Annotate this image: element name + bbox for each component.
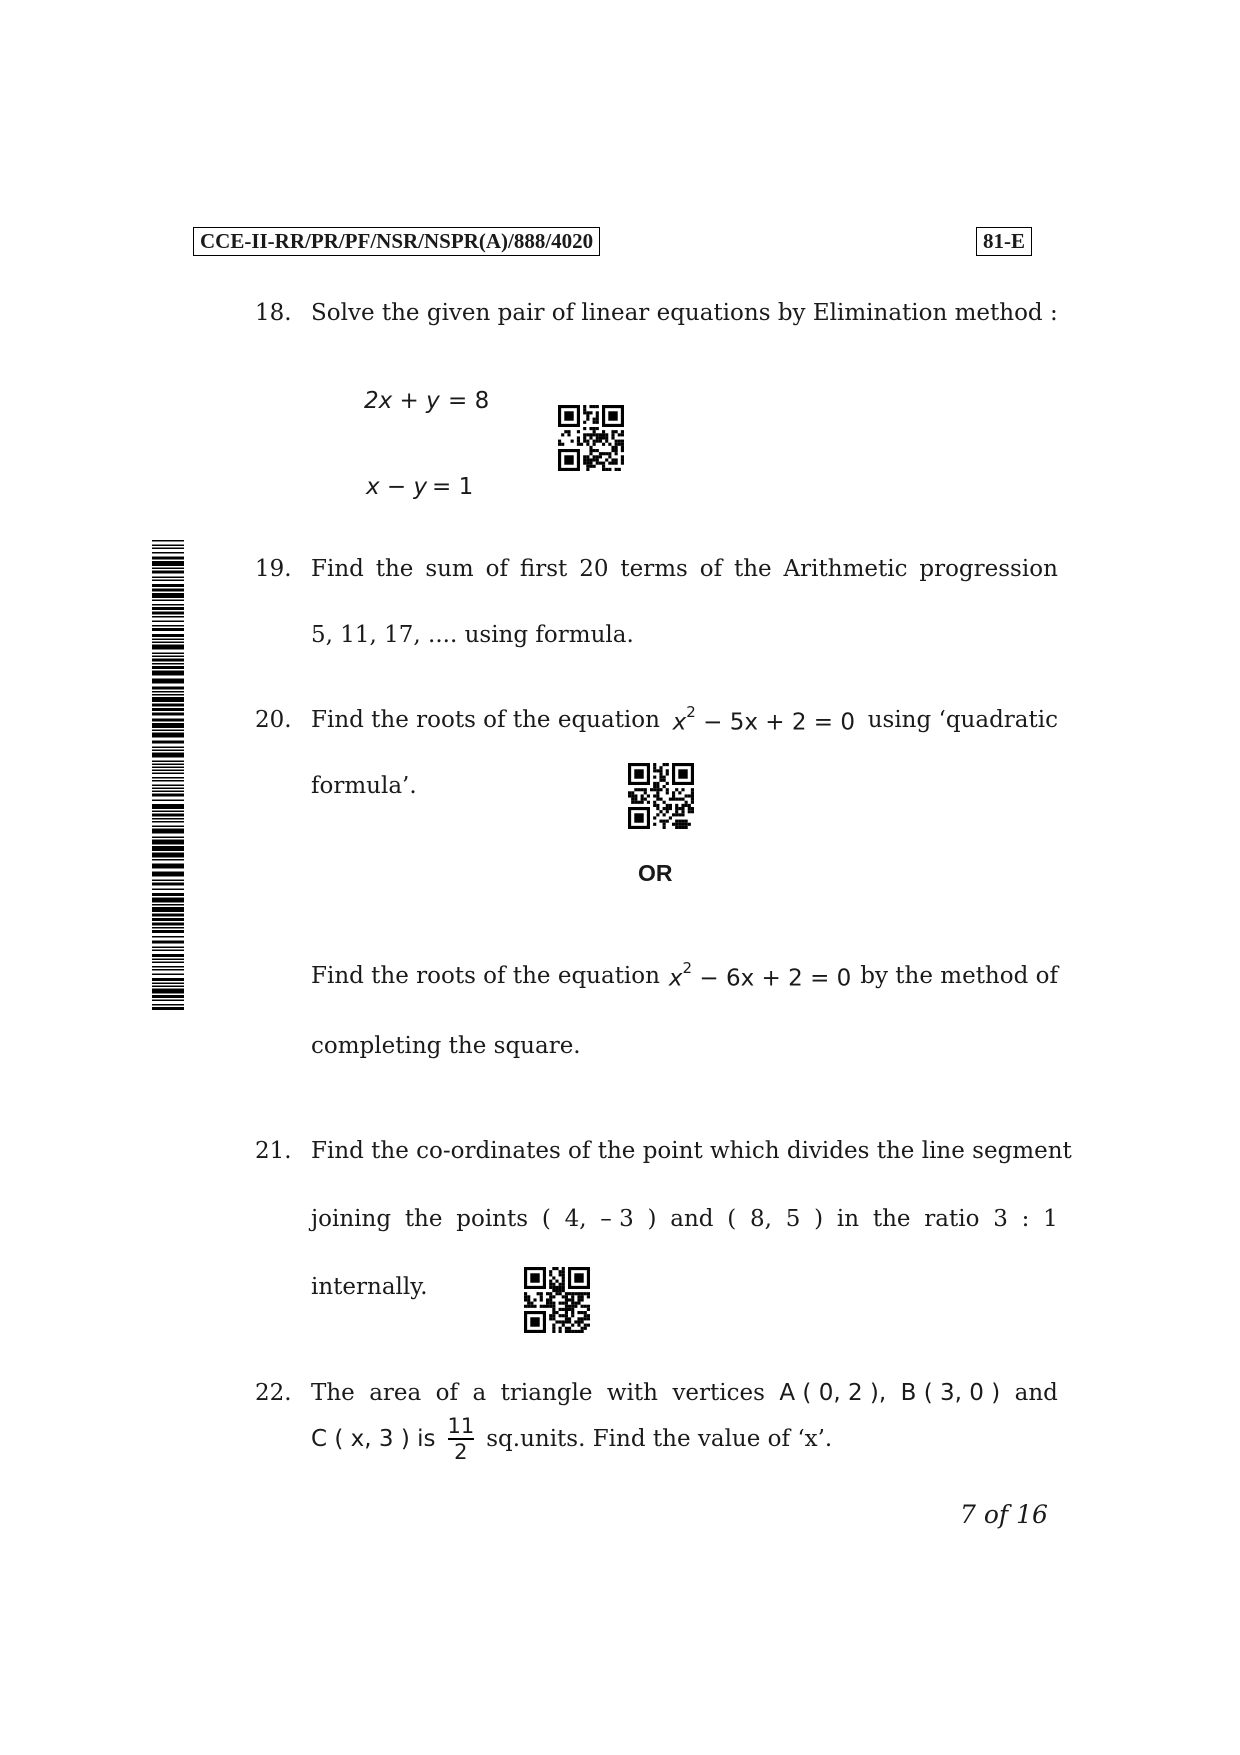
word: ratio: [924, 1206, 980, 1232]
question-text: 5, 11, 17, .... using formula.: [311, 622, 634, 648]
equation-2-left: x − y: [366, 474, 428, 500]
word: 3: [993, 1206, 1008, 1232]
word: :: [1021, 1206, 1030, 1232]
word: – 3: [600, 1206, 634, 1232]
text-segment: Find the roots of the equation: [311, 963, 660, 989]
word: ): [647, 1206, 657, 1232]
word: of: [699, 556, 723, 582]
equation-1-right: = 8: [448, 388, 490, 414]
question-text: Find the co-ordinates of the point which divides the line segment: [311, 1138, 1072, 1164]
question-line-justified: [311, 556, 1058, 582]
word: 4,: [564, 1206, 587, 1232]
word: Arithmetic: [783, 556, 908, 582]
word: the: [404, 1206, 443, 1232]
equation-2-right: = 1: [432, 474, 474, 500]
question-line-justified: [311, 1380, 1058, 1406]
word: (: [541, 1206, 551, 1232]
question-number: 22.: [255, 1380, 292, 1406]
question-line-justified: [311, 703, 1058, 736]
word: with: [606, 1380, 658, 1406]
paper-id-badge: 81-E: [976, 227, 1032, 256]
word: points: [456, 1206, 529, 1232]
word: joining: [311, 1206, 392, 1232]
word: sum: [425, 556, 474, 582]
paper-code: CCE-II-RR/PR/PF/NSR/NSPR(A)/888/4020: [193, 227, 600, 256]
vertex-b: B ( 3, 0 ): [900, 1380, 1001, 1406]
question-text: formula’.: [311, 773, 417, 799]
word: area: [369, 1380, 422, 1406]
word: Find: [311, 556, 364, 582]
word: (: [727, 1206, 737, 1232]
vertex-a: A ( 0, 2 ),: [779, 1380, 887, 1406]
equation-rest: − 5x + 2 = 0: [703, 709, 856, 736]
equation-rest: − 6x + 2 = 0: [699, 965, 852, 992]
word: vertices: [672, 1380, 765, 1406]
word: the: [872, 1206, 911, 1232]
or-separator: OR: [638, 860, 673, 886]
word: 20: [579, 556, 609, 582]
word: a: [472, 1380, 487, 1406]
word: in: [836, 1206, 860, 1232]
text-segment: by the method of: [860, 963, 1058, 989]
exponent: 2: [682, 959, 693, 977]
question-line: [311, 1414, 832, 1464]
question-line-justified: [311, 1206, 1058, 1232]
word: The: [311, 1380, 355, 1406]
word: the: [733, 556, 772, 582]
question-text: internally.: [311, 1274, 428, 1300]
question-text: Solve the given pair of linear equations by Elimination method :: [311, 300, 1058, 326]
word: 8,: [750, 1206, 772, 1232]
word: first: [519, 556, 568, 582]
word: the: [375, 556, 414, 582]
barcode-icon: [152, 540, 184, 1010]
word: and: [1014, 1380, 1058, 1406]
word: ): [814, 1206, 824, 1232]
qr-code-icon: [626, 763, 696, 829]
equation: [672, 703, 856, 736]
text-segment: sq.units. Find the value of ‘x’.: [486, 1425, 833, 1452]
question-number: 18.: [255, 300, 292, 326]
fraction: [448, 1414, 475, 1464]
fraction-denominator: 2: [454, 1439, 468, 1464]
word: triangle: [500, 1380, 593, 1406]
equation-1-left: 2x + y: [364, 388, 440, 414]
qr-code-icon: [556, 405, 626, 471]
word: 5: [785, 1206, 801, 1232]
vertex-c: C ( x, 3 ) is: [311, 1425, 436, 1452]
question-number: 21.: [255, 1138, 292, 1164]
word: of: [485, 556, 509, 582]
word: progression: [919, 556, 1058, 582]
word: terms: [620, 556, 688, 582]
exponent: 2: [686, 703, 696, 721]
question-line-justified: [311, 959, 1058, 992]
variable: x: [672, 709, 687, 736]
text-segment: using ‘quadratic: [867, 707, 1058, 733]
question-number: 20.: [255, 707, 292, 733]
page-number: 7 of 16: [960, 1500, 1048, 1529]
word: and: [670, 1206, 714, 1232]
text-segment: Find the roots of the equation: [311, 707, 660, 733]
variable: x: [668, 965, 683, 992]
question-text: completing the square.: [311, 1033, 581, 1059]
fraction-numerator: 11: [447, 1414, 475, 1438]
equation: [668, 959, 852, 992]
question-number: 19.: [255, 556, 292, 582]
word: of: [435, 1380, 459, 1406]
word: 1: [1043, 1206, 1058, 1232]
qr-code-icon: [522, 1267, 592, 1333]
